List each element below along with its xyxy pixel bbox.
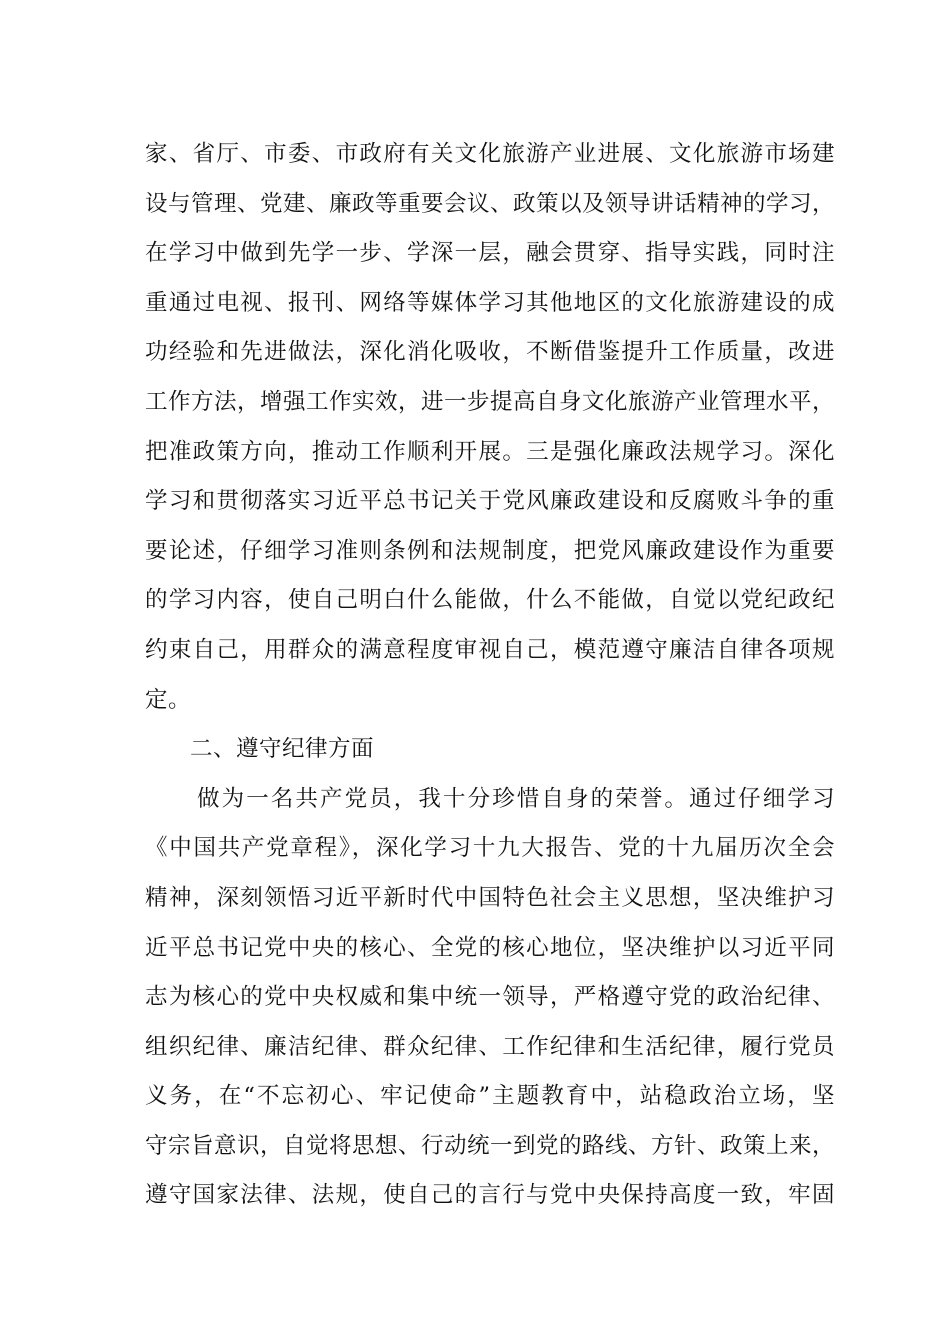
text-line: 功经验和先进做法，深化消化吸收，不断借鉴提升工作质量，改进 [145,339,835,366]
text-line: 精神，深刻领悟习近平新时代中国特色社会主义思想，坚决维护习 [145,884,835,911]
text-line: 近平总书记党中央的核心、全党的核心地位，坚决维护以习近平同 [145,934,835,961]
paragraph-1 [145,130,835,725]
text-line: 《中国共产党章程》，深化学习十九大报告、党的十九届历次全会 [145,835,835,862]
section-heading: 二、遵守纪律方面 [190,736,375,763]
text-line: 要论述，仔细学习准则条例和法规制度，把党风廉政建设作为重要 [145,537,835,564]
text-line: 工作方法，增强工作实效，进一步提高自身文化旅游产业管理水平， [145,388,836,415]
text-line: 的学习内容，使自己明白什么能做，什么不能做，自觉以党纪政纪 [145,587,835,614]
text-line: 设与管理、党建、廉政等重要会议、政策以及领导讲话精神的学习， [145,190,836,217]
text-line: 守宗旨意识，自觉将思想、行动统一到党的路线、方针、政策上来， [145,1132,836,1159]
document-body [145,130,835,1221]
text-line: 约束自己，用群众的满意程度审视自己，模范遵守廉洁自律各项规 [145,636,835,663]
paragraph-2 [145,775,835,1221]
text-line: 组织纪律、廉洁纪律、群众纪律、工作纪律和生活纪律，履行党员 [145,1033,835,1060]
text-line: 学习和贯彻落实习近平总书记关于党风廉政建设和反腐败斗争的重 [145,488,835,515]
text-line: 遵守国家法律、法规，使自己的言行与党中央保持高度一致，牢固 [145,1182,835,1209]
text-line: 志为核心的党中央权威和集中统一领导，严格遵守党的政治纪律、 [145,984,835,1011]
text-line: 重通过电视、报刊、网络等媒体学习其他地区的文化旅游建设的成 [145,289,835,316]
text-line: 把准政策方向，推动工作顺利开展。三是强化廉政法规学习。深化 [145,438,835,465]
text-line: 做为一名共产党员，我十分珍惜自身的荣誉。通过仔细学习 [197,785,835,812]
text-line: 定。 [145,686,192,713]
text-line: 义务，在“不忘初心、牢记使命”主题教育中，站稳政治立场，坚 [145,1083,835,1110]
text-line: 家、省厅、市委、市政府有关文化旅游产业进展、文化旅游市场建 [145,141,835,167]
text-line: 在学习中做到先学一步、学深一层，融会贯穿、指导实践，同时注 [145,240,835,267]
